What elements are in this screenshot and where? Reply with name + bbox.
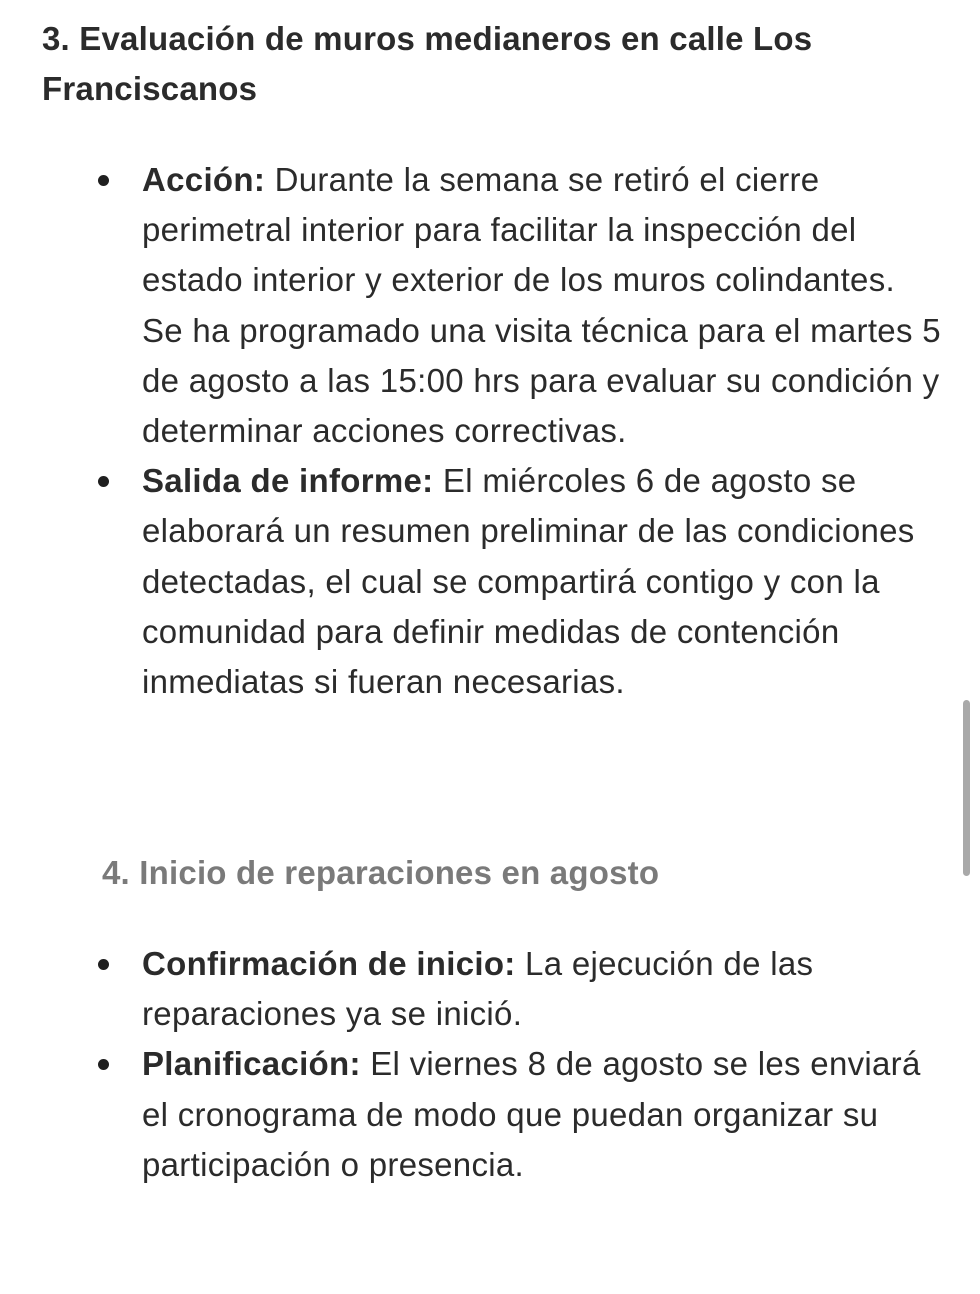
item-label: Planificación: xyxy=(142,1045,361,1083)
list-item-confirmacion-de-inicio xyxy=(0,939,980,1039)
list-item-accion xyxy=(0,155,980,456)
bullet-icon xyxy=(98,1059,109,1070)
bullet-icon xyxy=(98,175,109,186)
list-item-planificacion xyxy=(0,1039,980,1190)
list-item-salida-de-informe xyxy=(0,456,980,707)
item-label: Acción: xyxy=(142,161,266,198)
item-text: El viernes 8 de agosto se les enviará el cronograma de modo que puedan organizar su participación o presencia. xyxy=(142,1045,921,1183)
item-text: Durante la semana se retiró el cierre perimetral interior para facilitar la inspección del estado interior y exterior de los muros colindantes. Se ha programado una visita técnica para el martes 5 de agosto a las 15:00 hrs para evaluar su condición y determinar acciones correctivas. xyxy=(142,161,941,450)
section-3-list xyxy=(0,155,980,707)
section-4-title: 4. Inicio de reparaciones en agosto xyxy=(102,854,660,891)
bullet-icon xyxy=(98,476,109,487)
section-4-list xyxy=(0,939,980,1190)
bullet-icon xyxy=(98,959,109,970)
item-label: Confirmación de inicio: xyxy=(142,945,516,982)
vertical-scrollbar[interactable] xyxy=(963,700,970,876)
item-text: El miércoles 6 de agosto se elaborará un resumen preliminar de las condiciones detectadas, el cual se compartirá contigo y con la comunidad para definir medidas de contención inmediatas si fueran necesarias. xyxy=(142,462,915,701)
item-text: La ejecución de las reparaciones ya se inició. xyxy=(142,945,814,1033)
item-label: Salida de informe: xyxy=(142,462,434,500)
section-3-title: 3. Evaluación de muros medianeros en calle Los Franciscanos xyxy=(42,20,813,107)
